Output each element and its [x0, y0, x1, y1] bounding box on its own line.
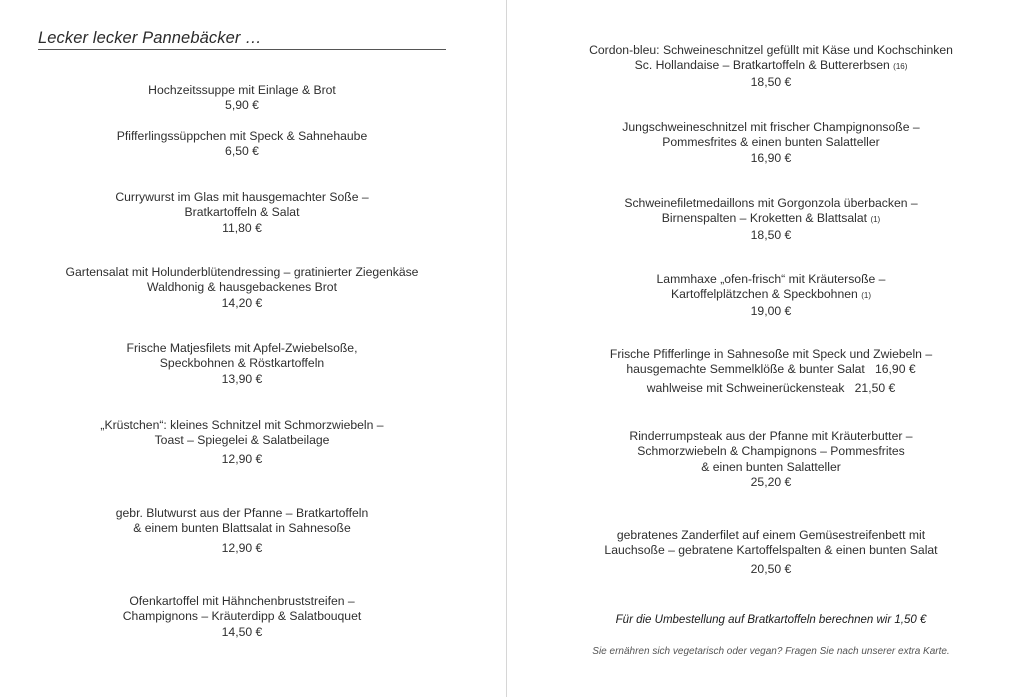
dish-description: Sc. Hollandaise – Bratkartoffeln & Buttererbsen (16)	[634, 58, 908, 73]
dish-description: Frische Matjesfilets mit Apfel-Zwiebelsoße,	[126, 341, 358, 355]
menu-item	[548, 196, 994, 243]
footnote-marker: (1)	[870, 215, 881, 225]
dish-description: Waldhonig & hausgebackenes Brot	[147, 280, 337, 295]
menu-item	[548, 429, 994, 490]
menu-item	[548, 43, 994, 90]
dish-description: Frische Pfifferlinge in Sahnesoße mit Speck und Zwiebeln –	[609, 347, 933, 361]
dish-description: Lammhaxe „ofen-frisch“ mit Kräutersoße –	[656, 272, 886, 286]
dish-description: & einen bunten Salatteller	[701, 459, 841, 474]
dish-price: 13,90 €	[221, 371, 263, 386]
page-title: Lecker lecker Pannebäcker …	[38, 29, 446, 50]
dish-price: 12,90 €	[221, 451, 263, 466]
footnote-marker: (1)	[861, 291, 871, 301]
dish-price: 25,20 €	[750, 474, 792, 489]
dish-description: Pommesfrites & einen bunten Salatteller	[662, 135, 880, 150]
dish-price: 11,80 €	[222, 220, 262, 235]
dish-price: 18,50 €	[750, 227, 792, 242]
menu-item	[20, 83, 464, 114]
dish-price: 12,90 €	[221, 540, 263, 555]
menu-item	[20, 341, 464, 387]
dish-price: 6,50 €	[225, 144, 259, 159]
dish-description: Currywurst im Glas mit hausgemachter Soße –	[115, 190, 369, 204]
dish-description: Cordon-bleu: Schweineschnitzel gefüllt mit Käse und Kochschinken	[589, 43, 953, 57]
menu-item	[548, 347, 994, 396]
dish-option: wahlweise mit Schweinerückensteak 21,50 €	[646, 380, 896, 395]
dish-description: Birnenspalten – Kroketten & Blattsalat (1)	[661, 211, 881, 226]
dish-description: gebr. Blutwurst aus der Pfanne – Bratkartoffeln	[115, 506, 369, 520]
dish-description: Champignons – Kräuterdipp & Salatbouquet	[122, 609, 362, 624]
dish-description: Pfifferlingssüppchen mit Speck & Sahnehaube	[116, 129, 368, 143]
dish-description: & einem bunten Blattsalat in Sahnesoße	[133, 521, 351, 536]
page-divider	[506, 0, 507, 697]
dish-description: Speckbohnen & Röstkartoffeln	[159, 356, 325, 371]
dish-price: 16,90 €	[750, 150, 792, 165]
dish-price: 14,20 €	[221, 295, 263, 310]
dish-price: 20,50 €	[750, 561, 792, 576]
dish-description: „Krüstchen“: kleines Schnitzel mit Schmorzwiebeln –	[100, 418, 384, 432]
dish-description: Rinderrumpsteak aus der Pfanne mit Kräuterbutter –	[629, 429, 913, 443]
dish-description: Schmorzwiebeln & Champignons – Pommesfrites	[637, 444, 905, 459]
dish-description: Gartensalat mit Holunderblütendressing – gratinierter Ziegenkäse	[65, 265, 419, 279]
menu-item	[548, 528, 994, 577]
dish-description: Ofenkartoffel mit Hähnchenbruststreifen –	[129, 594, 355, 608]
dish-description: Hochzeitssuppe mit Einlage & Brot	[148, 83, 336, 97]
dish-description: hausgemachte Semmelklöße & bunter Salat 16,90 €	[626, 362, 916, 377]
dish-price: 14,50 €	[221, 624, 263, 639]
dish-price: 5,90 €	[225, 98, 259, 113]
dish-price: 19,00 €	[750, 303, 792, 318]
dish-description: Schweinefiletmedaillons mit Gorgonzola überbacken –	[624, 196, 918, 210]
dish-description: Bratkartoffeln & Salat	[184, 205, 300, 220]
dish-description: Lauchsoße – gebratene Kartoffelspalten & einen bunten Salat	[604, 543, 938, 558]
vegetarian-note: Sie ernähren sich vegetarisch oder vegan? Fragen Sie nach unserer extra Karte.	[592, 646, 950, 657]
menu-item	[20, 129, 464, 160]
menu-item	[548, 272, 994, 319]
menu-item	[20, 418, 464, 467]
dish-price: 18,50 €	[750, 74, 792, 89]
dish-description: Jungschweineschnitzel mit frischer Champignonsoße –	[622, 120, 920, 134]
menu-item	[20, 190, 464, 236]
menu-item	[20, 265, 464, 311]
dish-description: Kartoffelplätzchen & Speckbohnen (1)	[671, 287, 871, 302]
footnote-marker: (16)	[893, 62, 908, 72]
dish-description: Toast – Spiegelei & Salatbeilage	[154, 433, 330, 448]
dish-description: gebratenes Zanderfilet auf einem Gemüsestreifenbett mit	[616, 528, 926, 542]
menu-item	[548, 120, 994, 166]
surcharge-note: Für die Umbestellung auf Bratkartoffeln berechnen wir 1,50 €	[615, 614, 927, 626]
menu-item	[20, 594, 464, 640]
menu-item	[20, 506, 464, 556]
